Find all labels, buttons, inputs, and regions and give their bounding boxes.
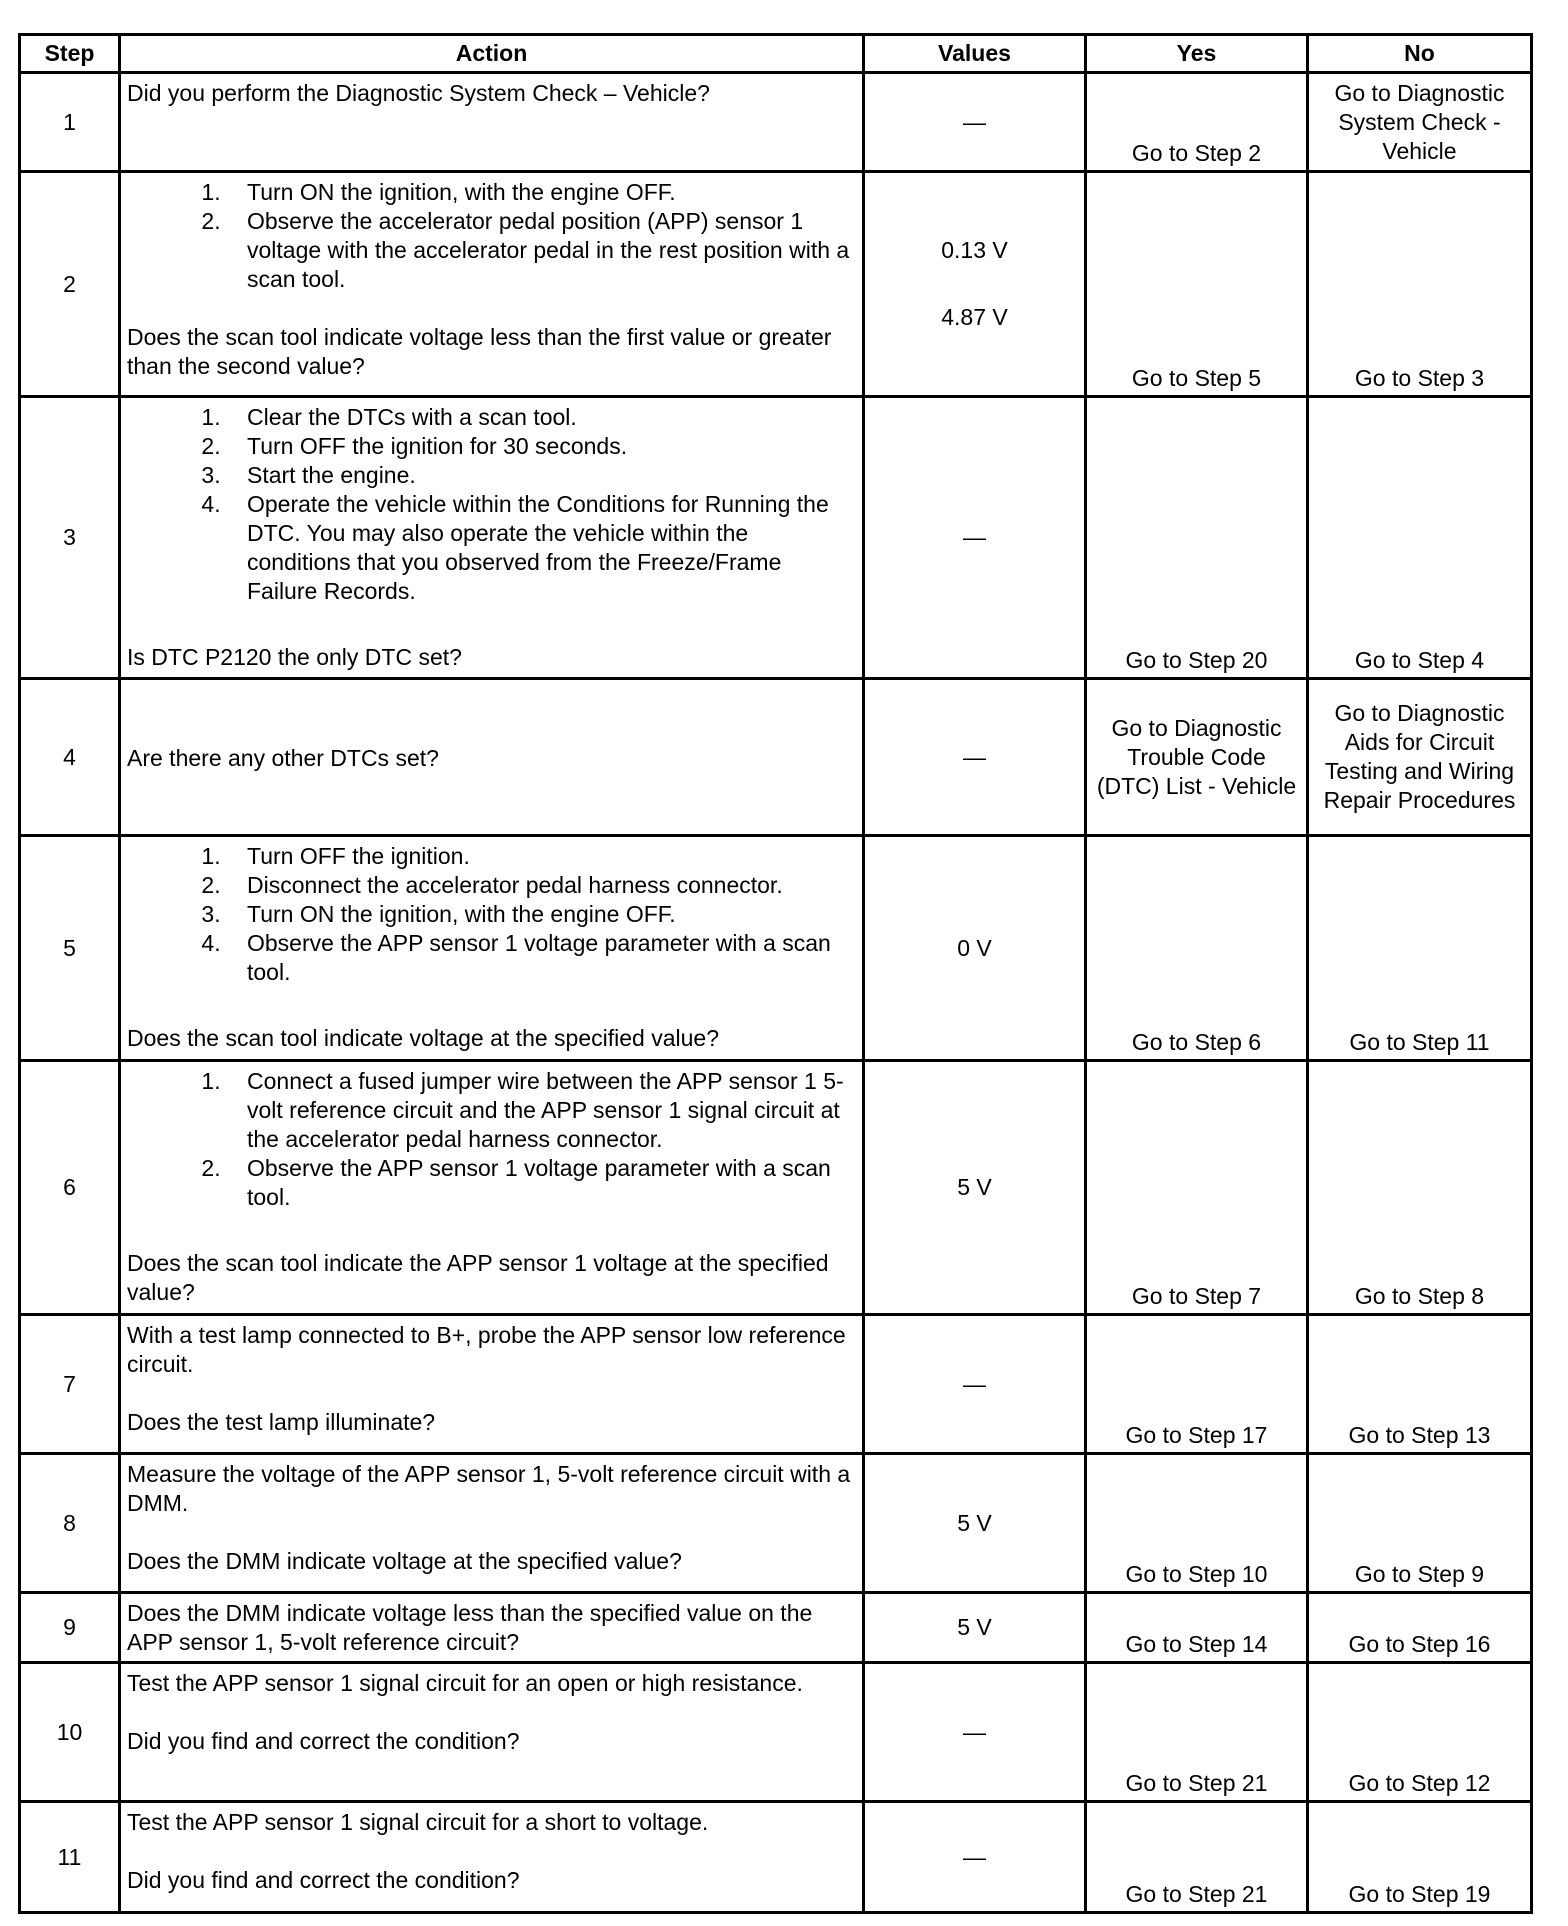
no-cell: Go to Step 11 xyxy=(1308,836,1532,1061)
action-question: Does the scan tool indicate the APP sensor 1 voltage at the specified value? xyxy=(127,1250,829,1305)
yes-cell: Go to Step 5 xyxy=(1086,172,1308,397)
action-step: 1. Turn ON the ignition, with the engine OFF. xyxy=(227,178,856,207)
table-row xyxy=(20,1315,1532,1454)
action-cell xyxy=(120,1663,864,1802)
no-cell: Go to Step 4 xyxy=(1308,397,1532,679)
action-question: Is DTC P2120 the only DTC set? xyxy=(127,644,462,670)
table-row xyxy=(20,172,1532,397)
no-cell: Go to Step 3 xyxy=(1308,172,1532,397)
table-row xyxy=(20,1593,1532,1663)
step-number: 9 xyxy=(20,1593,120,1663)
step-number: 2 xyxy=(20,172,120,397)
action-steps xyxy=(127,1067,856,1212)
header-yes: Yes xyxy=(1086,35,1308,73)
action-step: 4. Operate the vehicle within the Conditions for Running the DTC. You may also operate the vehicle within the conditions that you observed from the Freeze/Frame Failure Records. xyxy=(227,490,856,606)
action-question: Does the test lamp illuminate? xyxy=(127,1409,436,1435)
table-row xyxy=(20,1663,1532,1802)
yes-cell: Go to Step 17 xyxy=(1086,1315,1308,1454)
action-cell xyxy=(120,172,864,397)
action-step: 2. Observe the APP sensor 1 voltage parameter with a scan tool. xyxy=(227,1154,856,1212)
action-cell xyxy=(120,397,864,679)
yes-cell: Go to Step 7 xyxy=(1086,1061,1308,1315)
header-row xyxy=(20,35,1532,73)
action-cell xyxy=(120,1061,864,1315)
value-cell: — xyxy=(864,679,1086,836)
action-question: Did you find and correct the condition? xyxy=(127,1728,520,1754)
action-text: Test the APP sensor 1 signal circuit for a short to voltage. xyxy=(127,1809,709,1835)
no-cell: Go to Step 12 xyxy=(1308,1663,1532,1802)
no-cell: Go to Step 13 xyxy=(1308,1315,1532,1454)
action-step: 2. Observe the accelerator pedal position (APP) sensor 1 voltage with the accelerator pedal in the rest position with a scan tool. xyxy=(227,207,856,294)
action-steps xyxy=(127,178,856,294)
action-question: Does the scan tool indicate voltage less than the first value or greater than the second value? xyxy=(127,324,832,379)
action-cell xyxy=(120,836,864,1061)
action-step: 1. Clear the DTCs with a scan tool. xyxy=(227,403,856,432)
no-cell: Go to Step 19 xyxy=(1308,1802,1532,1913)
value-cell: — xyxy=(864,1663,1086,1802)
action-step: 1. Connect a fused jumper wire between the APP sensor 1 5-volt reference circuit and the APP sensor 1 signal circuit at the accelerator pedal harness connector. xyxy=(227,1067,856,1154)
action-step: 2. Disconnect the accelerator pedal harness connector. xyxy=(227,871,856,900)
action-steps xyxy=(127,842,856,987)
yes-cell: Go to Step 6 xyxy=(1086,836,1308,1061)
step-number: 11 xyxy=(20,1802,120,1913)
header-action: Action xyxy=(120,35,864,73)
step-number: 7 xyxy=(20,1315,120,1454)
action-text: Did you perform the Diagnostic System Check – Vehicle? xyxy=(127,80,710,106)
action-text: Measure the voltage of the APP sensor 1, 5-volt reference circuit with a DMM. xyxy=(127,1461,851,1516)
step-number: 10 xyxy=(20,1663,120,1802)
action-question: Did you find and correct the condition? xyxy=(127,1867,520,1893)
yes-cell: Go to Step 20 xyxy=(1086,397,1308,679)
value-cell: — xyxy=(864,73,1086,172)
step-number: 6 xyxy=(20,1061,120,1315)
action-cell xyxy=(120,1593,864,1663)
action-question: Are there any other DTCs set? xyxy=(127,745,439,771)
action-steps xyxy=(127,403,856,606)
action-cell xyxy=(120,73,864,172)
value-cell: 5 V xyxy=(864,1593,1086,1663)
action-question: Does the DMM indicate voltage at the specified value? xyxy=(127,1548,682,1574)
yes-cell: Go to Diagnostic Trouble Code (DTC) List - Vehicle xyxy=(1086,679,1308,836)
action-text: Test the APP sensor 1 signal circuit for an open or high resistance. xyxy=(127,1670,803,1696)
value-cell xyxy=(864,172,1086,397)
action-cell xyxy=(120,679,864,836)
value-cell: 5 V xyxy=(864,1061,1086,1315)
action-step: 3. Start the engine. xyxy=(227,461,856,490)
table-row xyxy=(20,1454,1532,1593)
yes-cell: Go to Step 14 xyxy=(1086,1593,1308,1663)
step-number: 8 xyxy=(20,1454,120,1593)
step-number: 4 xyxy=(20,679,120,836)
table-row xyxy=(20,836,1532,1061)
action-step: 4. Observe the APP sensor 1 voltage parameter with a scan tool. xyxy=(227,929,856,987)
table-row xyxy=(20,1802,1532,1913)
table-row xyxy=(20,679,1532,836)
value-cell: — xyxy=(864,1315,1086,1454)
yes-cell: Go to Step 10 xyxy=(1086,1454,1308,1593)
table-row xyxy=(20,397,1532,679)
table-row xyxy=(20,73,1532,172)
no-cell: Go to Diagnostic System Check - Vehicle xyxy=(1308,73,1532,172)
value-cell: — xyxy=(864,397,1086,679)
action-question: Does the DMM indicate voltage less than the specified value on the APP sensor 1, 5-volt reference circuit? xyxy=(127,1600,813,1655)
value-cell: 5 V xyxy=(864,1454,1086,1593)
no-cell: Go to Step 16 xyxy=(1308,1593,1532,1663)
diagnostic-table xyxy=(18,33,1533,1914)
action-step: 1. Turn OFF the ignition. xyxy=(227,842,856,871)
value-cell: — xyxy=(864,1802,1086,1913)
action-question: Does the scan tool indicate voltage at the specified value? xyxy=(127,1025,719,1051)
no-cell: Go to Diagnostic Aids for Circuit Testing and Wiring Repair Procedures xyxy=(1308,679,1532,836)
value-high: 4.87 V xyxy=(941,304,1008,330)
action-step: 3. Turn ON the ignition, with the engine OFF. xyxy=(227,900,856,929)
action-step: 2. Turn OFF the ignition for 30 seconds. xyxy=(227,432,856,461)
header-no: No xyxy=(1308,35,1532,73)
value-low: 0.13 V xyxy=(941,237,1008,263)
yes-cell: Go to Step 21 xyxy=(1086,1802,1308,1913)
header-values: Values xyxy=(864,35,1086,73)
no-cell: Go to Step 9 xyxy=(1308,1454,1532,1593)
step-number: 1 xyxy=(20,73,120,172)
action-text: With a test lamp connected to B+, probe the APP sensor low reference circuit. xyxy=(127,1322,846,1377)
yes-cell: Go to Step 21 xyxy=(1086,1663,1308,1802)
step-number: 5 xyxy=(20,836,120,1061)
header-step: Step xyxy=(20,35,120,73)
no-cell: Go to Step 8 xyxy=(1308,1061,1532,1315)
action-cell xyxy=(120,1802,864,1913)
table-row xyxy=(20,1061,1532,1315)
step-number: 3 xyxy=(20,397,120,679)
action-cell xyxy=(120,1315,864,1454)
value-cell: 0 V xyxy=(864,836,1086,1061)
yes-cell: Go to Step 2 xyxy=(1086,73,1308,172)
action-cell xyxy=(120,1454,864,1593)
